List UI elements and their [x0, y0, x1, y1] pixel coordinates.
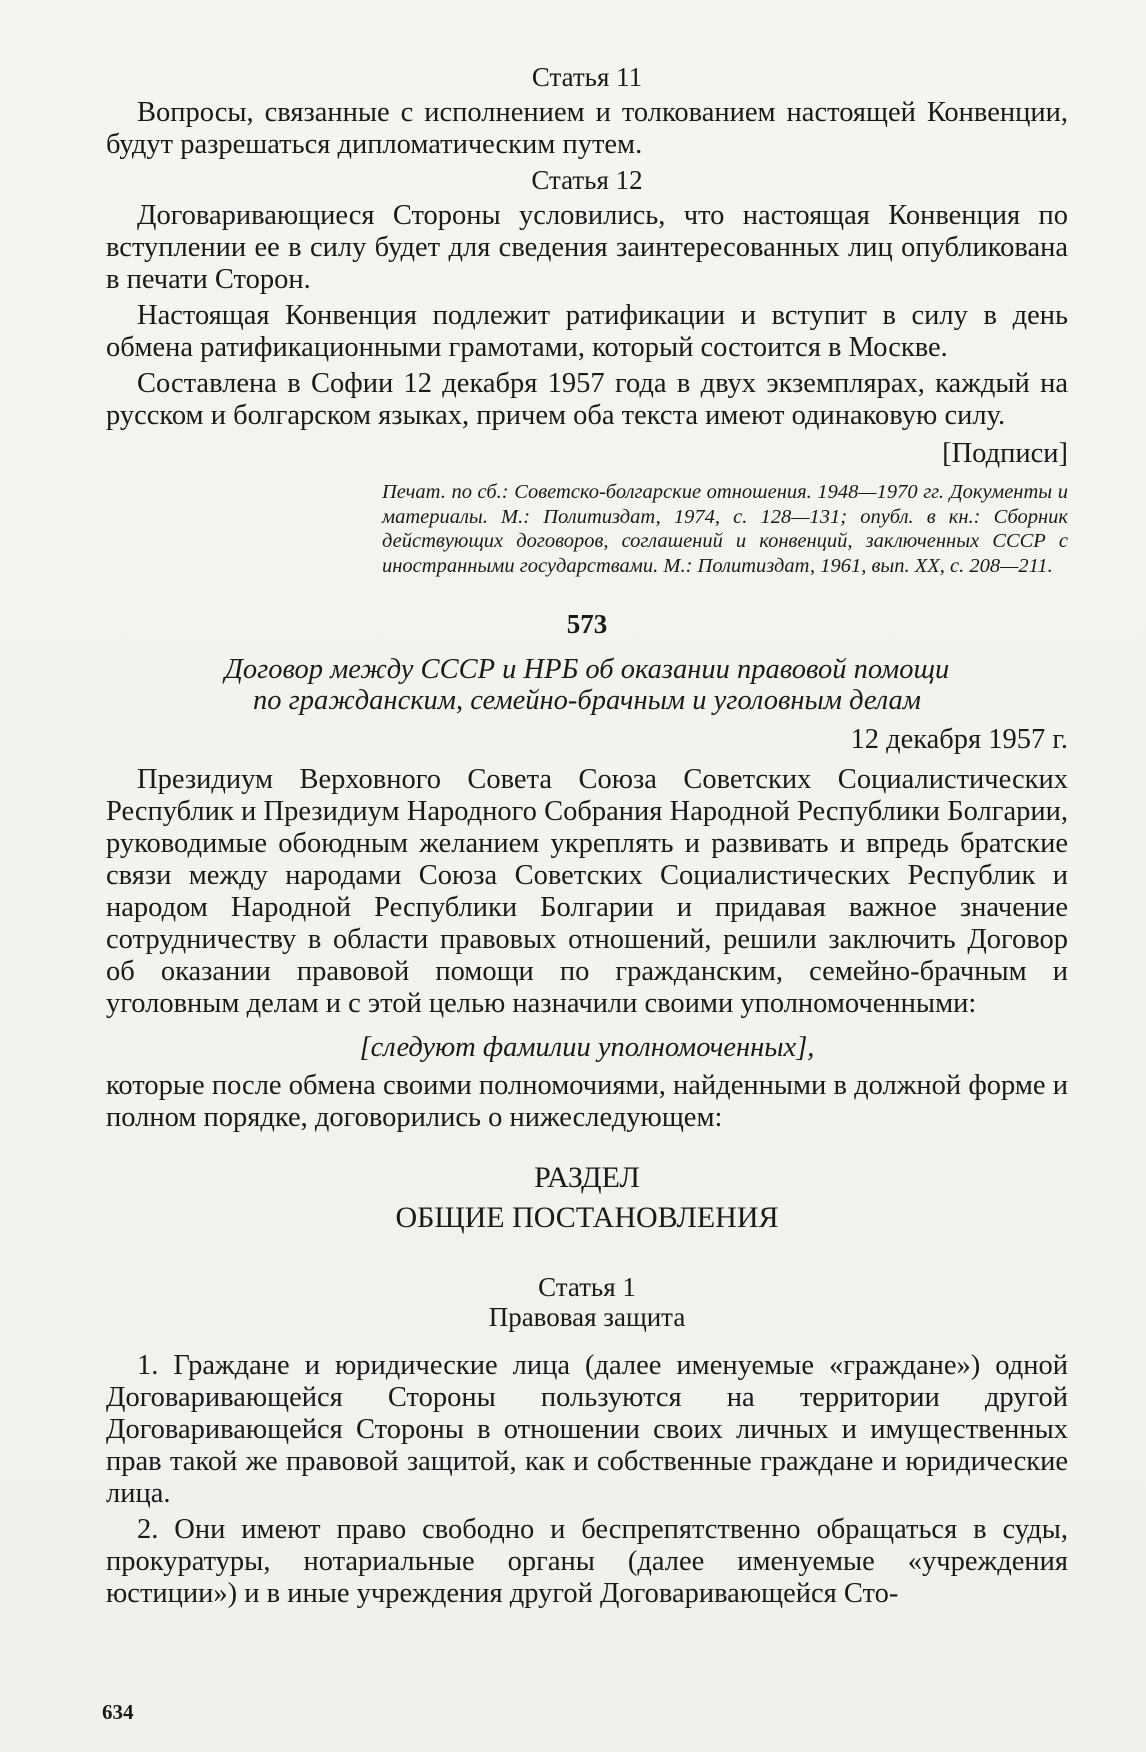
article-1-paragraph-1: 1. Граждане и юридические лица (далее именуемые «граждане») одной Договаривающейся Стороны пользуются на территории другой Договаривающейся Стороны в отношении своих личных и имущественных прав такой же правовой защитой, как и собственные граждане и юридические лица. [106, 1350, 1068, 1509]
document-number: 573 [566, 609, 608, 639]
article-11-heading: Статья 11 [531, 62, 643, 92]
preamble: Президиум Верховного Совета Союза Советских Социалистических Республик и Президиум Народного Собрания Народной Республики Болгарии, руководимые обоюдным желанием укреплять и развивать и впредь братские связи между народами Союза Советских Социалистических Республик и народом Народной Республики Болгарии и придавая важное значение сотрудничеству в области правовых отношений, решили заключить Договор об оказании правовой помощи по гражданским, семейно-брачным и уголовным делам и с этой целью назначили своими уполномоченными: [106, 764, 1068, 1019]
section-title: ОБЩИЕ ПОСТАНОВЛЕНИЯ [395, 1201, 779, 1234]
document-title-line-2: по гражданским, семейно-брачным и уголовным делам [253, 685, 921, 716]
section-label: РАЗДЕЛ [534, 1161, 640, 1194]
article-12-paragraph-3: Составлена в Софии 12 декабря 1957 года в двух экземплярах, каждый на русском и болгарском языках, причем оба текста имеют одинаковую силу. [106, 368, 1068, 431]
article-1-paragraph-2: 2. Они имеют право свободно и беспрепятственно обращаться в суды, прокуратуры, нотариальные органы (далее именуемые «учреждения юстиции») и в иные учреждения другой Договаривающейся Сто- [106, 1514, 1068, 1609]
agreement-clause: которые после обмена своими полномочиями, найденными в должной форме и полном порядке, договорились о нижеследующем: [106, 1070, 1068, 1133]
document-date: 12 декабря 1957 г. [850, 724, 1068, 755]
article-12-paragraph-2: Настоящая Конвенция подлежит ратификации и вступит в силу в день обмена ратификационными грамотами, который состоится в Москве. [106, 300, 1068, 363]
document-title-line-1: Договор между СССР и НРБ об оказании правовой помощи [224, 654, 950, 685]
article-11-text: Вопросы, связанные с исполнением и толкованием настоящей Конвенции, будут разрешаться дипломатическим путем. [106, 97, 1068, 160]
signatures-note: [Подписи] [942, 438, 1068, 469]
page-number: 634 [102, 1700, 134, 1724]
text-column [106, 58, 1068, 1614]
article-12-paragraph-1: Договаривающиеся Стороны условились, что настоящая Конвенция по вступлении ее в силу будет для сведения заинтересованных лиц опубликована в печати Сторон. [106, 200, 1068, 295]
source-citation: Печат. по сб.: Советско-болгарские отношения. 1948—1970 гг. Документы и материалы. М.: Политиздат, 1974, с. 128—131; опубл. в кн.: Сборник действующих договоров, соглашений и конвенций, заключенных СССР с иностранными государствами. М.: Политиздат, 1961, вып. XX, с. 208—211. [382, 481, 1068, 577]
article-1-heading: Статья 1 [538, 1272, 636, 1302]
article-12-heading: Статья 12 [531, 165, 643, 195]
plenipotentiaries-note: [следуют фамилии уполномоченных], [359, 1032, 815, 1063]
article-1-subheading: Правовая защита [488, 1302, 686, 1332]
